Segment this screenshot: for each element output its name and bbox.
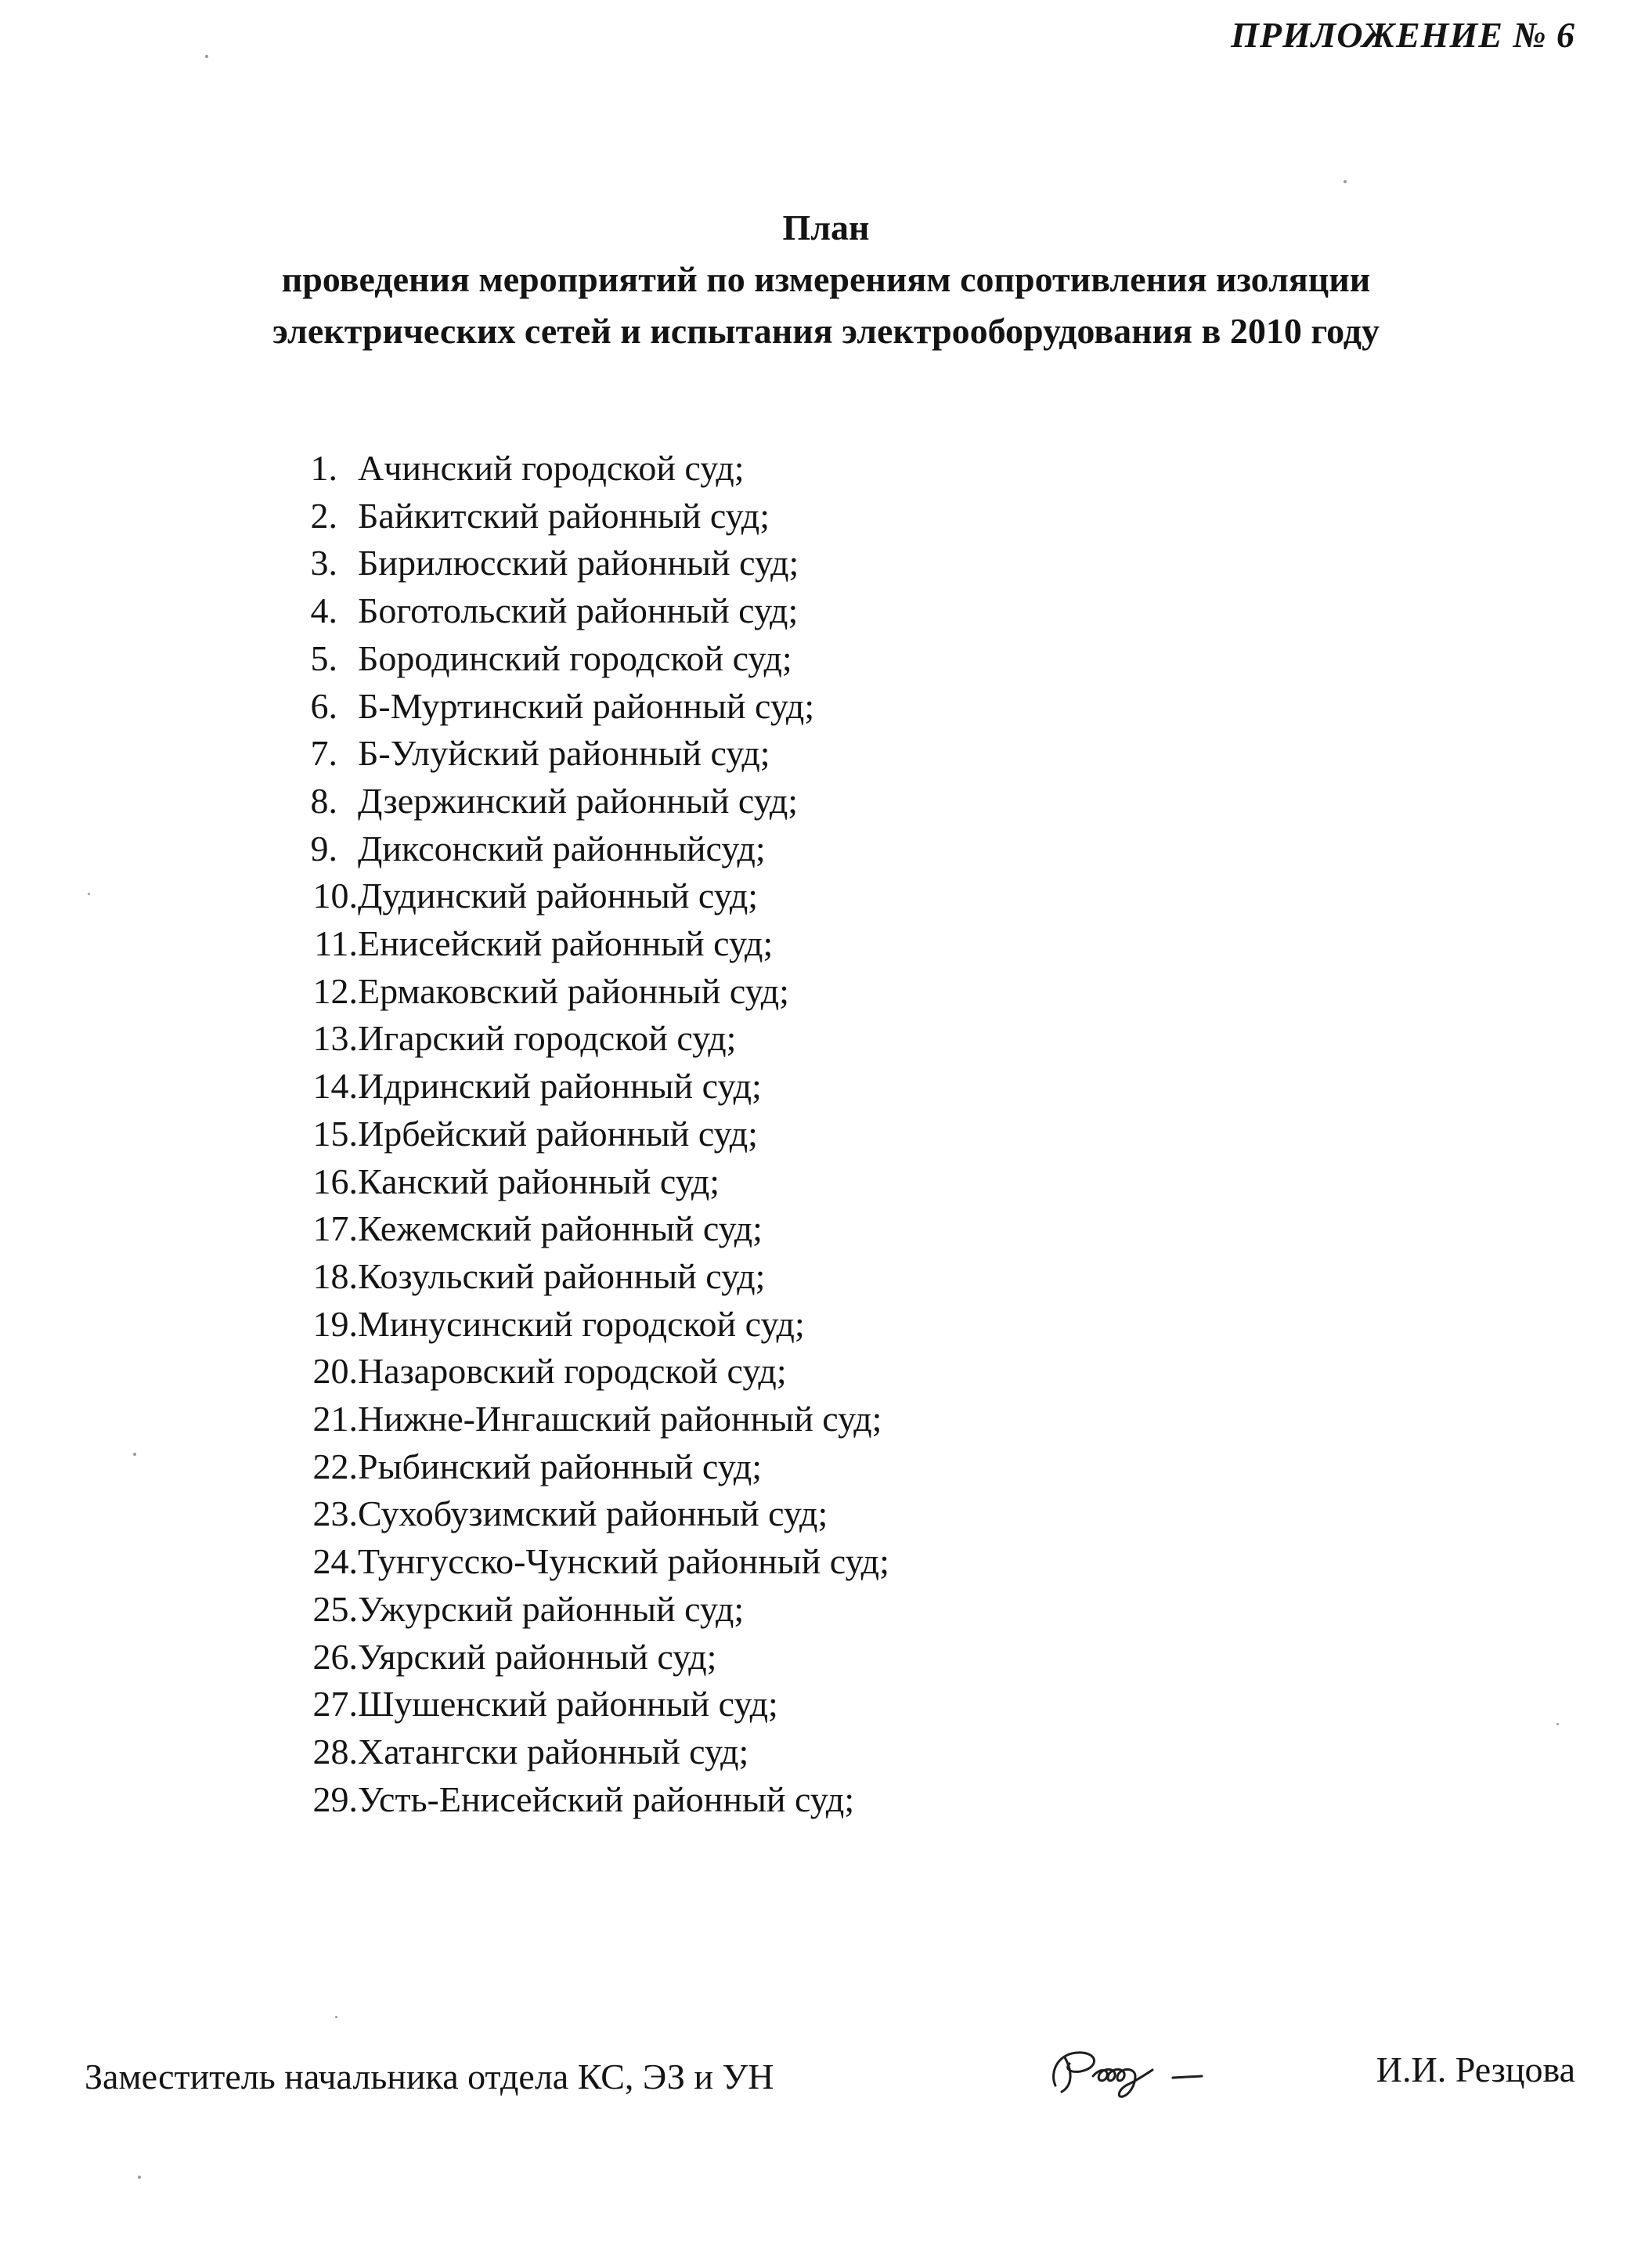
court-name: Сухобузимский районный суд; [358, 1493, 828, 1534]
court-number: 2. [310, 495, 337, 536]
court-list-item [278, 730, 889, 778]
court-list-item [278, 1111, 889, 1158]
court-number: 19. [312, 1303, 358, 1344]
court-name: Тунгусско-Чунский районный суд; [358, 1541, 889, 1582]
scan-speck [1344, 180, 1347, 183]
court-number: 1. [310, 448, 337, 488]
court-list-item [278, 1634, 889, 1681]
court-list-item [278, 1538, 889, 1586]
court-list-item [278, 635, 889, 683]
court-number: 5. [310, 637, 337, 678]
court-number: 25. [312, 1588, 358, 1629]
court-list-item [278, 1158, 889, 1206]
court-list-item [278, 968, 889, 1016]
court-list-item [278, 1253, 889, 1301]
court-number: 20. [312, 1351, 358, 1392]
court-number: 8. [310, 780, 337, 821]
court-name: Идринский районный суд; [358, 1066, 762, 1107]
court-name: Игарский городской суд; [358, 1018, 737, 1059]
court-list-item [278, 1728, 889, 1776]
scan-speck [138, 2176, 141, 2179]
court-list-item [278, 1063, 889, 1111]
scan-speck [88, 893, 90, 895]
court-list-item [278, 445, 889, 493]
court-number: 28. [312, 1731, 358, 1771]
court-name: Хатангски районный суд; [358, 1731, 749, 1771]
court-list-item [278, 1586, 889, 1634]
court-name: Байкитский районный суд; [358, 495, 770, 536]
court-name: Усть-Енисейский районный суд; [358, 1779, 855, 1819]
court-name: Ирбейский районный суд; [358, 1113, 758, 1154]
scan-speck [205, 55, 208, 58]
court-number: 9. [310, 828, 337, 869]
court-number: 17. [312, 1208, 358, 1249]
court-list [278, 445, 889, 1823]
court-name: Минусинский городской суд; [358, 1303, 805, 1344]
court-number: 22. [312, 1446, 358, 1486]
court-list-item [278, 1205, 889, 1253]
court-list-item [278, 1301, 889, 1349]
court-list-item [278, 778, 889, 825]
court-list-item [278, 872, 889, 920]
court-number: 4. [310, 590, 337, 631]
court-name: Нижне-Ингашский районный суд; [358, 1399, 882, 1439]
court-number: 13. [312, 1018, 358, 1059]
court-number: 18. [312, 1255, 358, 1296]
court-list-item [278, 920, 889, 968]
title-line-3: электрических сетей и испытания электрооборудования в 2010 году [272, 311, 1380, 351]
document-title [0, 202, 1652, 357]
handwritten-signature-icon [1041, 2040, 1276, 2103]
court-name: Б-Улуйский районный суд; [358, 733, 770, 774]
court-list-item [278, 683, 889, 731]
court-list-item [278, 1681, 889, 1728]
court-number: 12. [312, 970, 358, 1011]
signer-name: И.И. Резцова [1376, 2050, 1575, 2089]
court-name: Бирилюсский районный суд; [358, 543, 799, 583]
court-name: Назаровский городской суд; [358, 1351, 787, 1392]
court-name: Уярский районный суд; [358, 1636, 717, 1677]
scan-speck [1556, 1723, 1559, 1725]
court-number: 23. [312, 1493, 358, 1534]
court-number: 26. [312, 1636, 358, 1677]
court-number: 29. [312, 1779, 358, 1819]
court-name: Ужурский районный суд; [358, 1588, 745, 1629]
court-name: Дудинский районный суд; [358, 876, 759, 916]
court-name: Кежемский районный суд; [358, 1208, 763, 1249]
scan-speck [133, 1453, 136, 1456]
court-name: Козульский районный суд; [358, 1255, 766, 1296]
court-list-item [278, 540, 889, 587]
court-list-item [278, 1015, 889, 1063]
court-name: Рыбинский районный суд; [358, 1446, 763, 1486]
court-name: Бородинский городской суд; [358, 637, 792, 678]
title-line-2: проведения мероприятий по измерениям сопротивления изоляции [281, 259, 1371, 299]
court-list-item [278, 1776, 889, 1824]
court-name: Дзержинский районный суд; [358, 780, 799, 821]
court-number: 21. [312, 1399, 358, 1439]
scan-speck [335, 2016, 337, 2018]
court-number: 24. [312, 1541, 358, 1582]
court-number: 16. [312, 1161, 358, 1201]
court-list-item [278, 587, 889, 635]
court-name: Боготольский районный суд; [358, 590, 799, 631]
court-list-item [278, 1490, 889, 1538]
court-name: Ачинский городской суд; [358, 448, 745, 488]
court-name: Б-Муртинский районный суд; [358, 685, 815, 726]
appendix-label: ПРИЛОЖЕНИЕ № 6 [1231, 15, 1575, 55]
court-list-item [278, 1348, 889, 1396]
court-number: 15. [312, 1113, 358, 1154]
court-list-item [278, 1396, 889, 1443]
signer-position: Заместитель начальника отдела КС, ЭЗ и УН [85, 2057, 774, 2097]
court-number: 3. [310, 543, 337, 583]
court-name: Шушенский районный суд; [358, 1684, 778, 1725]
court-name: Канский районный суд; [358, 1161, 720, 1201]
court-number: 6. [310, 685, 337, 726]
court-number: 14. [312, 1066, 358, 1107]
court-number: 27. [312, 1684, 358, 1725]
court-list-item [278, 493, 889, 540]
title-line-1: План [782, 208, 870, 247]
court-list-item [278, 825, 889, 873]
court-name: Енисейский районный суд; [358, 923, 774, 964]
court-number: 11. [314, 923, 358, 964]
court-name: Ермаковский районный суд; [358, 970, 789, 1011]
court-name: Диксонский районныйсуд; [358, 828, 766, 869]
court-number: 7. [310, 733, 337, 774]
court-number: 10. [312, 876, 358, 916]
court-list-item [278, 1443, 889, 1491]
